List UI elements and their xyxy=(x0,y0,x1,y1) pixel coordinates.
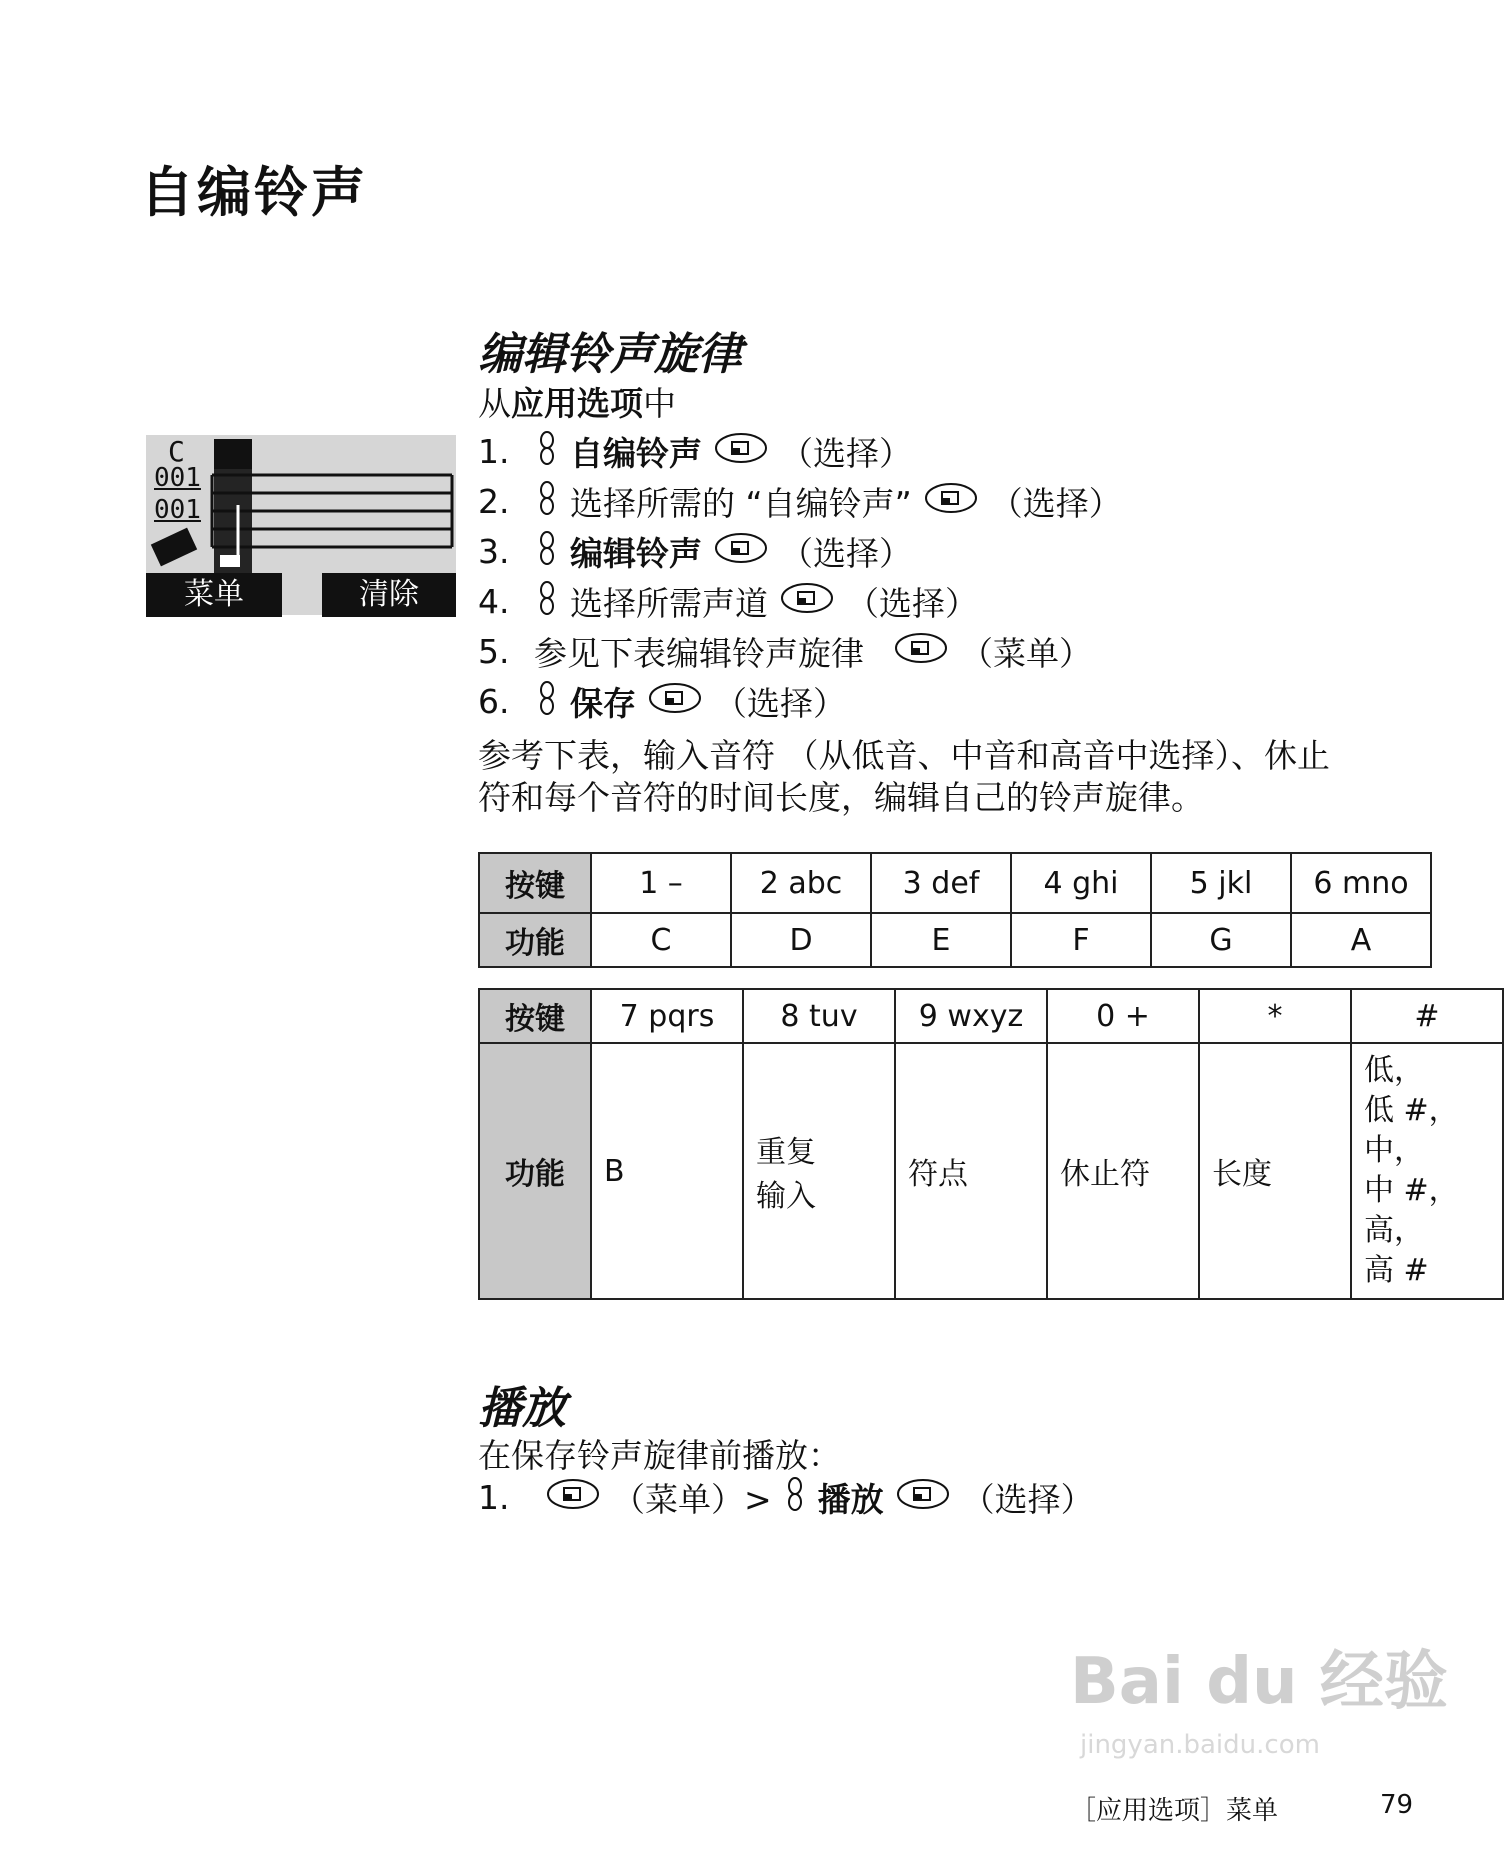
softkey-left[interactable]: 菜单 xyxy=(146,573,282,617)
func-d: D xyxy=(731,913,871,967)
play-intro: 在保存铃声旋律前播放： xyxy=(478,1436,841,1475)
func-octave: 低， 低 #， 中， 中 #， 高， 高 # xyxy=(1351,1043,1503,1299)
func-repeat: 重复 输入 xyxy=(743,1043,895,1299)
watermark-logo: Bai du 经验 xyxy=(1070,1645,1448,1719)
key-0-icon: 0 + xyxy=(1096,999,1150,1034)
select-key-icon xyxy=(648,682,702,722)
paragraph-line-2: 符和每个音符的时间长度，编辑自己的铃声旋律。 xyxy=(478,778,1204,817)
func-f: F xyxy=(1011,913,1151,967)
nav-key-icon xyxy=(538,430,556,474)
key-4 xyxy=(1011,853,1151,913)
step-3: 3. 编辑铃声 （选择） xyxy=(478,528,912,575)
counter-1: 001 xyxy=(154,463,201,493)
nav-key-icon xyxy=(538,530,556,574)
select-key-icon xyxy=(780,582,834,622)
key-header: 按键 xyxy=(479,989,591,1043)
select-key-icon xyxy=(896,1478,950,1518)
footer-section: ［应用选项］菜单 xyxy=(1070,1796,1279,1826)
play-step-1: 1. （菜单）> 播放 （选择） xyxy=(478,1474,1094,1521)
note-letter: C xyxy=(168,435,185,468)
from-menu-line xyxy=(478,378,676,425)
key-3-icon: 3 def xyxy=(902,866,980,901)
nav-key-icon xyxy=(538,680,556,724)
key-table-1 xyxy=(478,852,1432,968)
nav-key-icon xyxy=(538,480,556,524)
from-suffix: 中 xyxy=(643,384,676,423)
paragraph-line-1: 参考下表，输入音符 （从低音、中音和高音中选择）、休止 xyxy=(478,736,1330,775)
page-title: 自编铃声 xyxy=(140,161,368,224)
nav-key-icon xyxy=(538,580,556,624)
select-key-icon xyxy=(924,482,978,522)
func-g: G xyxy=(1151,913,1291,967)
key-6-icon: 6 mno xyxy=(1313,866,1409,901)
key-star-icon: * xyxy=(1267,999,1283,1034)
key-9-icon: 9 wxyz xyxy=(918,999,1024,1034)
section-heading-edit: 编辑铃声旋律 xyxy=(478,329,742,380)
key-table-2 xyxy=(478,988,1504,1300)
key-7-icon: 7 pqrs xyxy=(619,999,715,1034)
phone-screen xyxy=(146,435,456,615)
key-2-icon: 2 abc xyxy=(759,866,843,901)
watermark-url: jingyan.baidu.com xyxy=(1080,1730,1320,1760)
key-4-icon: 4 ghi xyxy=(1043,866,1119,901)
key-5 xyxy=(1151,853,1291,913)
func-length: 长度 xyxy=(1199,1043,1351,1299)
func-c: C xyxy=(591,913,731,967)
select-key-icon xyxy=(714,532,768,572)
key-6 xyxy=(1291,853,1431,913)
page-number: 79 xyxy=(1380,1790,1414,1820)
func-header: 功能 xyxy=(479,1043,591,1299)
key-2 xyxy=(731,853,871,913)
section-heading-play: 播放 xyxy=(478,1383,566,1434)
keyboard-icon xyxy=(151,528,197,567)
step-4: 4. 选择所需声道 （选择） xyxy=(478,578,978,625)
select-key-icon xyxy=(714,432,768,472)
from-prefix: 从 xyxy=(478,384,511,423)
counter-2: 001 xyxy=(154,495,201,525)
key-1 xyxy=(591,853,731,913)
step-6: 6. 保存 （选择） xyxy=(478,678,846,725)
key-3 xyxy=(871,853,1011,913)
key-8-icon: 8 tuv xyxy=(780,999,858,1034)
func-rest: 休止符 xyxy=(1047,1043,1199,1299)
key-hash-icon: # xyxy=(1414,999,1440,1034)
func-e: E xyxy=(871,913,1011,967)
select-key-icon xyxy=(894,632,948,672)
func-b: B xyxy=(591,1043,743,1299)
key-1-icon: 1 – xyxy=(639,866,683,901)
func-header: 功能 xyxy=(479,913,591,967)
step-1: 1. 自编铃声 （选择） xyxy=(478,428,912,475)
key-header: 按键 xyxy=(479,853,591,913)
select-key-icon xyxy=(546,1478,600,1518)
func-dot: 符点 xyxy=(895,1043,1047,1299)
step-2: 2. 选择所需的 “自编铃声” （选择） xyxy=(478,478,1122,525)
softkey-right[interactable]: 清除 xyxy=(322,573,456,617)
key-5-icon: 5 jkl xyxy=(1189,866,1253,901)
nav-key-icon xyxy=(786,1476,804,1520)
step-5: 5. 参见下表编辑铃声旋律 （菜单） xyxy=(478,632,1092,673)
from-menu: 应用选项 xyxy=(511,384,643,423)
func-a: A xyxy=(1291,913,1431,967)
